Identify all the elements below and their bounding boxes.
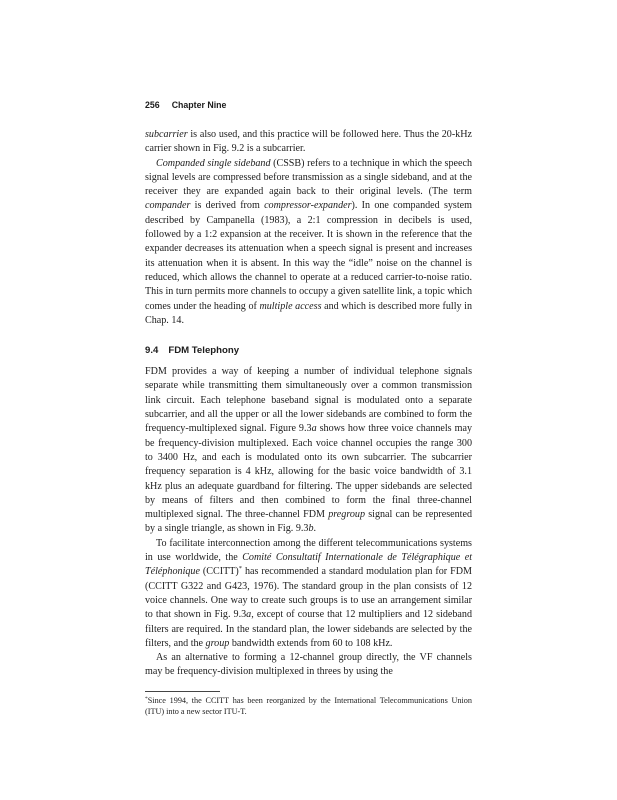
term-compander: compander (145, 200, 191, 212)
term-group: group (205, 637, 230, 649)
running-head (145, 100, 472, 110)
footnote-text: Since 1994, the CCITT has been reorganized by the International Telecommunications Union (ITU) into a new sector ITU-T. (145, 695, 472, 716)
footnote-reference: * (238, 565, 243, 573)
section-title: FDM Telephony (168, 345, 240, 357)
term-cssb: Companded single sideband (156, 157, 271, 169)
chapter-title: Chapter Nine (171, 100, 227, 110)
paragraph-cssb: Companded single sideband (CSSB) refers to a technique in which the speech signal levels are compressed before transmission as a single sideband, and at the receiver they are expanded again back to their original levels. (The term compander is derived from compressor-expander). In one companded system described by Campanella (1983), a 2:1 compression in decibels is used, followed by a 1:2 expansion at the receiver. It is shown in the reference that the expander decreases its attenuation when a speech signal is present and increases its attenuation when it is absent. In this way the “idle” noise on the channel is reduced, which allows the channel to operate at a reduced carrier-to-noise ratio. This in turn permits more channels to occupy a given satellite link, a topic which comes under the heading of multiple access and which is described more fully in Chap. 14. (145, 157, 473, 326)
section-heading (145, 345, 472, 356)
paragraph-fdm: FDM provides a way of keeping a number of individual telephone signals separate while transmitting them simultaneously over a common transmission link circuit. Each telephone baseband signal is modulated onto a separate subcarrier, and all the upper or all the lower sidebands are combined to form the frequency-multiplexed signal. Figure 9.3a shows how three voice channels may be frequency-division multiplexed. Each voice channel occupies the range 300 to 3400 Hz, and each is modulated onto its own subcarrier. The subcarrier frequency separation is 4 kHz, allowing for the basic voice bandwidth of 3.1 kHz plus an adequate guardband for filtering. The upper sidebands are selected by means of filters and then combined to form the final three-channel multiplexed signal. The three-channel FDM pregroup signal can be represented by a single triangle, as shown in Fig. 9.3b. (145, 366, 472, 535)
paragraph-alternative: As an alternative to forming a 12-channel group directly, the VF channels may be frequency-division multiplexed in threes by using the (145, 652, 472, 678)
page-number: 256 (145, 100, 160, 110)
footnote (145, 695, 472, 717)
footnote-mark: * (145, 695, 148, 702)
term-multiple-access: multiple access (259, 300, 322, 312)
section-number: 9.4 (145, 345, 159, 357)
paragraph-subcarrier: subcarrier is also used, and this practice will be followed here. Thus the 20-kHz carrier shown in Fig. 9.2 is a subcarrier. (145, 129, 472, 155)
paragraph-ccitt: To facilitate interconnection among the different telecommunications systems in use worldwide, the Comité Consultatif Internationale de Télégraphique et Téléphonique (CCITT)* has recommended a standard modulation plan for FDM (CCITT G322 and G423, 1976). The standard group in the plan consists of 12 voice channels. One way to create such groups is to use an arrangement similar to that shown in Fig. 9.3a, except of course that 12 multipliers and 12 sideband filters are required. In the standard plan, the lower sidebands are selected by the filters, and the group bandwidth extends from 60 to 108 kHz. (145, 537, 472, 649)
term-pregroup: pregroup (328, 509, 366, 521)
book-page (145, 100, 472, 717)
term-compressor-expander: compressor-expander (264, 200, 352, 212)
term-ccitt-name: Comité Consultatif Internationale de Télégraphique et Téléphonique (145, 552, 472, 578)
term-subcarrier: subcarrier (145, 129, 188, 140)
footnote-divider (145, 691, 220, 692)
